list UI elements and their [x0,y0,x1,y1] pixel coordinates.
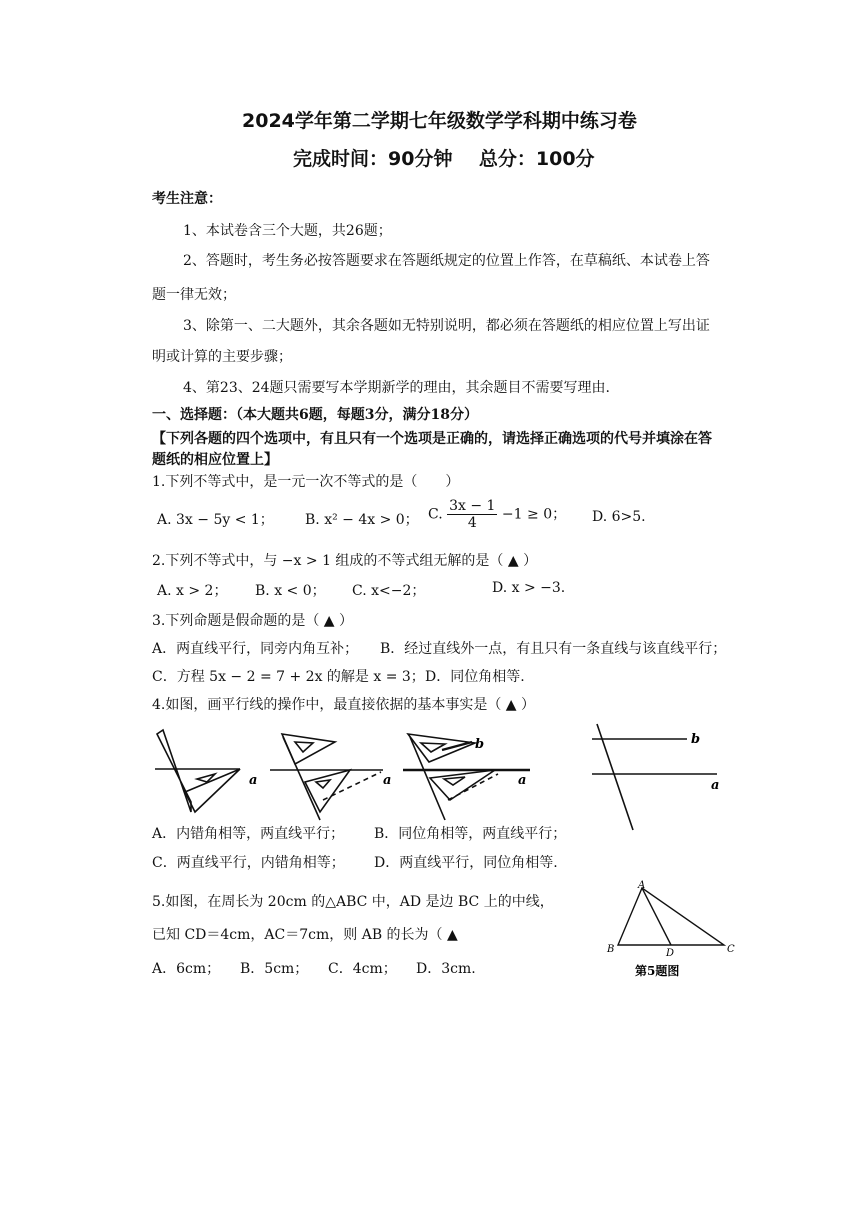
q4-label-b-4: b [691,732,701,747]
exam-subtitle: 完成时间：90分钟 总分：100分 [293,148,595,170]
notice-item-3-line-2: 明或计算的主要步骤； [152,349,292,365]
q1-stem: 1.下列不等式中，是一元一次不等式的是（ ） [152,474,460,490]
section-1-instruction-line-2: 题纸的相应位置上】 [152,452,278,468]
q4-option-c: C．两直线平行，内错角相等； [152,855,345,871]
q5-stem-line-1: 5.如图，在周长为 20cm 的△ABC 中，AD 是边 BC 上的中线， [152,894,554,910]
q1-option-c-fraction [447,498,497,531]
q4-figure [145,722,735,832]
q4-option-b: B．同位角相等，两直线平行； [374,826,567,842]
q3-option-d: D．同位角相等. [425,669,525,685]
q4-label-a-4: a [711,778,720,793]
q2-option-c: C. x<−2； [352,583,426,599]
section-1-instruction-line-1: 【下列各题的四个选项中，有且只有一个选项是正确的，请选择正确选项的代号并填涂在答 [152,431,712,447]
q4-label-a-3: a [518,773,527,788]
q1-option-c [428,498,566,531]
q5-triangle-figure [600,880,745,985]
q4-figure-panel-2 [270,734,383,820]
notice-heading: 考生注意： [152,191,222,207]
q4-figure-panel-1 [155,730,240,812]
q4-option-d: D．两直线平行，同位角相等. [374,855,558,871]
q2-stem: 2.下列不等式中，与 −x > 1 组成的不等式组无解的是（ ▲ ） [152,553,538,569]
q1-option-a: A. 3x − 5y < 1； [157,512,274,528]
q5-option-c: C．4cm； [328,961,397,977]
q4-label-a-1: a [249,773,258,788]
q5-median-ad [642,888,671,945]
q5-point-a-label: A [638,880,646,891]
q1-option-d: D. 6>5. [592,509,646,525]
notice-item-4: 4、第23、24题只需要写本学期新学的理由，其余题目不需要写理由. [183,380,610,396]
q4-label-b-3: b [475,737,485,752]
q5-triangle-abc [618,888,724,945]
notice-item-2-line-1: 2、答题时，考生务必按答题要求在答题纸规定的位置上作答，在草稿纸、本试卷上答 [183,253,710,269]
notice-item-1: 1、本试卷含三个大题，共26题； [183,223,392,239]
q5-point-b-label: B [607,944,615,955]
q1-option-b: B. x² − 4x > 0； [305,512,419,528]
section-1-heading: 一、选择题：（本大题共6题，每题3分，满分18分） [152,407,478,423]
q4-figure-panel-3 [403,734,530,820]
q3-option-b: B．经过直线外一点，有且只有一条直线与该直线平行； [380,641,727,657]
q5-option-a: A．6cm； [152,961,221,977]
notice-item-3-line-1: 3、除第一、二大题外，其余各题如无特别说明，都必须在答题纸的相应位置上写出证 [183,318,710,334]
q3-stem: 3.下列命题是假命题的是（ ▲ ） [152,613,354,629]
q5-option-d: D．3cm. [416,961,476,977]
q5-point-d-label: D [666,948,675,959]
q5-option-b: B．5cm； [240,961,309,977]
q4-option-a: A．内错角相等，两直线平行； [152,826,345,842]
exam-title: 2024学年第二学期七年级数学学科期中练习卷 [242,110,637,132]
q1-option-c-tail: −1 ≥ 0； [501,506,567,523]
q1-option-c-numerator: 3x − 1 [449,498,496,514]
q3-option-c: C．方程 5x − 2 = 7 + 2x 的解是 x = 3； [152,669,425,685]
q4-label-a-2: a [383,773,392,788]
q5-stem-line-2: 已知 CD＝4cm，AC＝7cm，则 AB 的长为（ ▲ [152,927,458,943]
q2-option-b: B. x < 0； [255,583,326,599]
q1-option-c-label: C. [428,506,443,523]
q4-stem: 4.如图，画平行线的操作中，最直接依据的基本事实是（ ▲ ） [152,697,536,713]
q1-option-c-denominator: 4 [467,515,477,532]
notice-item-2-line-2: 题一律无效； [152,287,236,303]
q5-point-c-label: C [727,944,735,955]
q5-figure-caption: 第5题图 [635,964,680,978]
q2-option-d: D. x > −3. [492,580,566,596]
q2-option-a: A. x > 2； [157,583,228,599]
q3-option-a: A．两直线平行，同旁内角互补； [152,641,359,657]
